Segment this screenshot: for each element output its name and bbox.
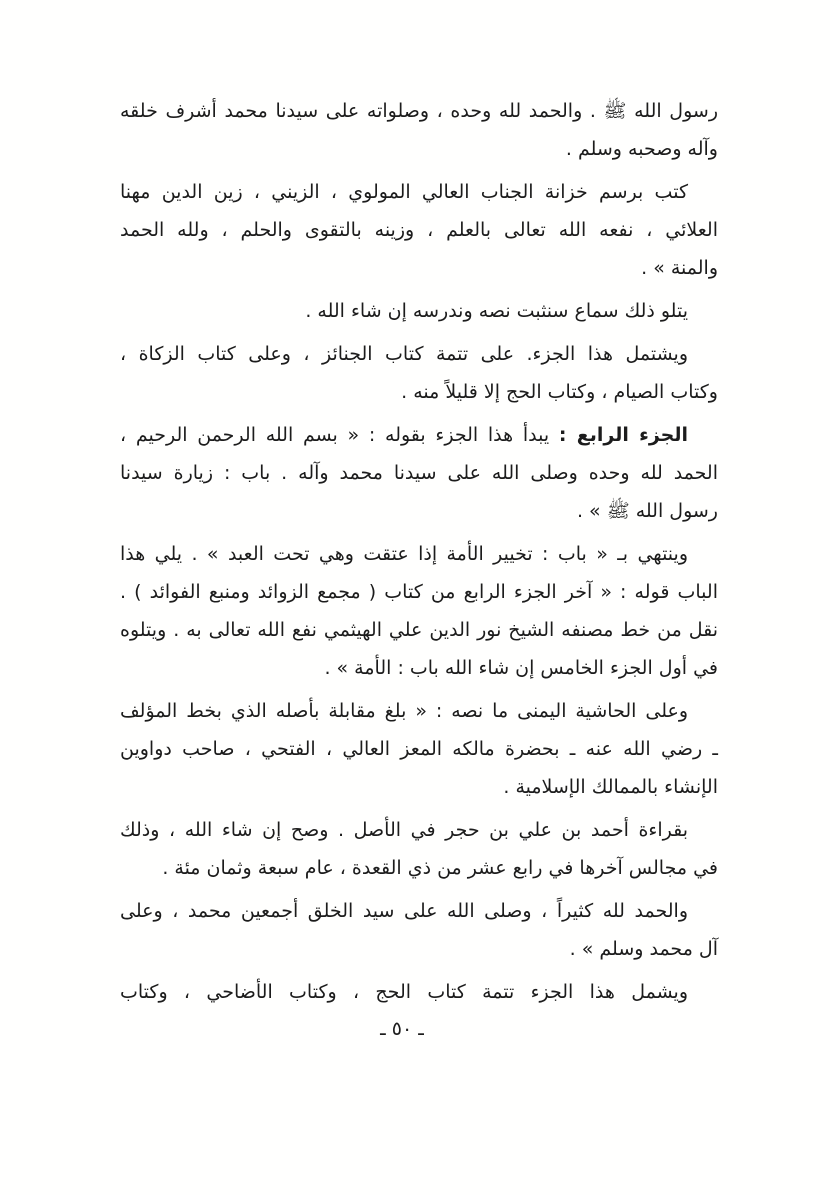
paragraph bbox=[120, 973, 718, 1011]
text-line: وينتهي بـ « باب : تخيير الأمة إذا عتقت وهي تحت العبد » . يلي هذا bbox=[120, 543, 688, 565]
paragraph bbox=[120, 416, 718, 530]
text-line: رسول الله ﷺ . والحمد لله وحده ، وصلواته على سيدنا محمد أشرف خلقه bbox=[120, 100, 718, 122]
text-line-rest: يبدأ هذا الجزء بقوله : « بسم الله الرحمن الرحيم ، bbox=[120, 424, 550, 446]
text-line: وعلى الحاشية اليمنى ما نصه : « بلغ مقابلة بأصله الذي بخط المؤلف bbox=[120, 700, 688, 722]
text-line: وآله وصحبه وسلم . bbox=[565, 138, 718, 160]
paragraph bbox=[120, 535, 718, 687]
text-line: العلائي ، نفعه الله تعالى بالعلم ، وزينه بالتقوى والحلم ، ولله الحمد bbox=[120, 219, 718, 241]
text-line: كتب برسم خزانة الجناب العالي المولوي ، الزيني ، زين الدين مهنا bbox=[120, 181, 688, 203]
text-line: الإنشاء بالممالك الإسلامية . bbox=[503, 776, 718, 798]
text-line: في أول الجزء الخامس إن شاء الله باب : الأمة » . bbox=[324, 657, 718, 679]
document-text bbox=[120, 92, 718, 1016]
text-line: نقل من خط مصنفه الشيخ نور الدين علي الهيثمي نفع الله تعالى به . ويتلوه bbox=[120, 619, 718, 641]
text-line: بقراءة أحمد بن علي بن حجر في الأصل . وصح إن شاء الله ، وذلك bbox=[120, 819, 688, 841]
text-line: الباب قوله : « آخر الجزء الرابع من كتاب ( مجمع الزوائد ومنبع الفوائد ) . bbox=[120, 581, 718, 603]
paragraph bbox=[120, 335, 718, 411]
section-heading-part-four: الجزء الرابع : bbox=[558, 424, 689, 446]
text-line: الحمد لله وحده وصلى الله على سيدنا محمد وآله . باب : زيارة سيدنا bbox=[120, 462, 718, 484]
text-line: ـ رضي الله عنه ـ بحضرة مالكه المعز العالي ، الفتحي ، صاحب دواوين bbox=[120, 738, 718, 760]
paragraph bbox=[120, 173, 718, 287]
text-line: والمنة » . bbox=[641, 257, 718, 279]
page-number: ـ ٥٠ ـ bbox=[380, 1018, 424, 1040]
text-line: آل محمد وسلم » . bbox=[569, 938, 718, 960]
text-line: وكتاب الصيام ، وكتاب الحج إلا قليلاً منه . bbox=[401, 381, 718, 403]
paragraph bbox=[120, 692, 718, 806]
text-line: والحمد لله كثيراً ، وصلى الله على سيد الخلق أجمعين محمد ، وعلى bbox=[120, 900, 688, 922]
paragraph bbox=[120, 892, 718, 968]
text-line: ويشتمل هذا الجزء. على تتمة كتاب الجنائز ، وعلى كتاب الزكاة ، bbox=[120, 343, 688, 365]
paragraph bbox=[120, 811, 718, 887]
text-line: يتلو ذلك سماع سنثبت نصه وندرسه إن شاء الله . bbox=[305, 300, 688, 322]
text-line: في مجالس آخرها في رابع عشر من ذي القعدة ، عام سبعة وثمان مئة . bbox=[162, 857, 718, 879]
text-line bbox=[120, 416, 718, 454]
paragraph bbox=[120, 292, 718, 330]
text-line: ويشمل هذا الجزء تتمة كتاب الحج ، وكتاب الأضاحي ، وكتاب bbox=[120, 981, 688, 1003]
text-line: رسول الله ﷺ » . bbox=[576, 500, 718, 522]
paragraph bbox=[120, 92, 718, 168]
